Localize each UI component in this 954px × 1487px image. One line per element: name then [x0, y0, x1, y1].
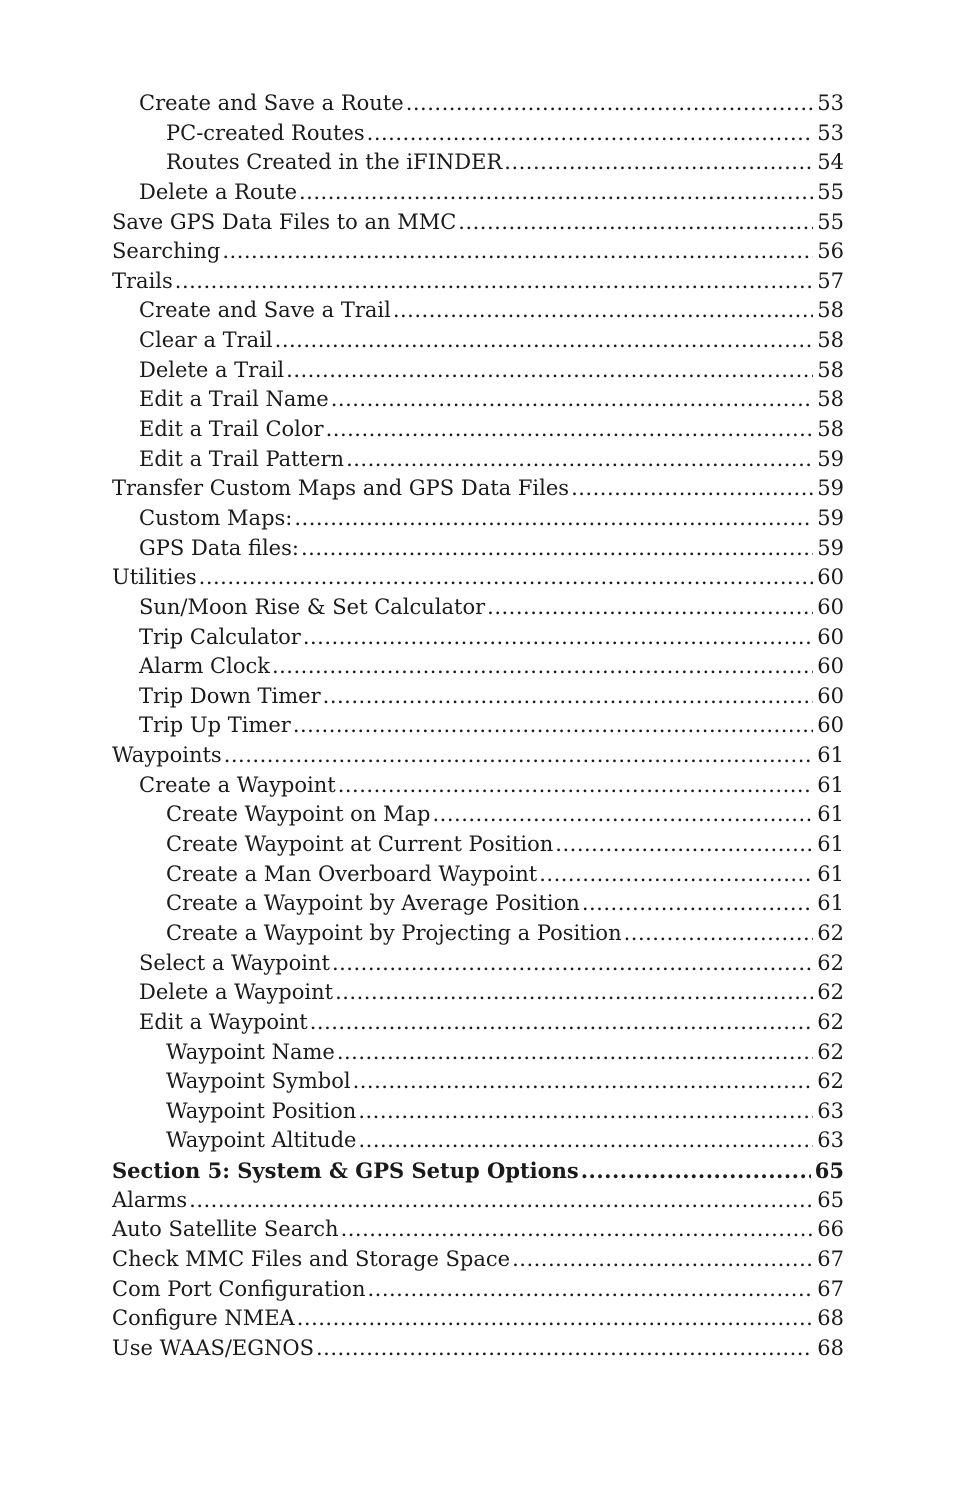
dot-leader: [624, 919, 814, 949]
toc-entry[interactable]: [112, 326, 844, 356]
toc-entry-title: Waypoint Position: [166, 1098, 357, 1123]
dot-leader: [358, 1097, 813, 1127]
toc-entry[interactable]: [112, 296, 844, 326]
dot-leader: [189, 1186, 813, 1216]
toc-entry-title: Custom Maps:: [139, 505, 293, 530]
toc-entry[interactable]: [112, 1245, 844, 1275]
toc-entry-page-number: 67: [817, 1276, 844, 1301]
toc-entry-title: Waypoints: [112, 743, 222, 768]
toc-entry[interactable]: [112, 919, 844, 949]
dot-leader: [358, 1126, 813, 1156]
toc-entry[interactable]: [112, 445, 844, 475]
toc-entry-page-number: 58: [817, 328, 844, 353]
dot-leader: [316, 1334, 813, 1364]
dot-leader: [581, 1156, 811, 1186]
dot-leader: [332, 949, 813, 979]
dot-leader: [346, 445, 813, 475]
table-of-contents: [112, 89, 844, 1364]
toc-entry-page-number: 61: [817, 772, 844, 797]
toc-entry-page-number: 55: [817, 209, 844, 234]
toc-entry-page-number: 61: [817, 743, 844, 768]
dot-leader: [406, 89, 814, 119]
toc-entry-title: Create a Waypoint by Projecting a Position: [166, 920, 622, 945]
toc-entry-title: Delete a Route: [139, 179, 297, 204]
toc-entry-page-number: 55: [817, 179, 844, 204]
dot-leader: [299, 178, 813, 208]
toc-entry-page-number: 54: [817, 150, 844, 175]
toc-entry[interactable]: [112, 1304, 844, 1334]
toc-entry-page-number: 58: [817, 298, 844, 323]
toc-entry-page-number: 60: [817, 624, 844, 649]
dot-leader: [571, 474, 813, 504]
toc-entry-title: Waypoint Name: [166, 1039, 335, 1064]
toc-entry-page-number: 61: [817, 891, 844, 916]
toc-entry[interactable]: [112, 593, 844, 623]
toc-entry-title: Alarm Clock: [139, 654, 270, 679]
dot-leader: [367, 1275, 813, 1305]
toc-entry-page-number: 66: [817, 1217, 844, 1242]
toc-entry[interactable]: [112, 208, 844, 238]
toc-entry-page-number: 63: [817, 1098, 844, 1123]
toc-entry-title: Use WAAS/EGNOS: [112, 1335, 314, 1360]
dot-leader: [555, 830, 813, 860]
toc-entry-page-number: 68: [817, 1335, 844, 1360]
toc-entry-page-number: 58: [817, 417, 844, 442]
toc-entry-title: Create Waypoint on Map: [166, 802, 431, 827]
dot-leader: [433, 800, 814, 830]
dot-leader: [326, 415, 814, 445]
toc-entry[interactable]: [112, 415, 844, 445]
dot-leader: [275, 326, 814, 356]
dot-leader: [222, 237, 813, 267]
toc-entry-title: GPS Data files:: [139, 535, 299, 560]
toc-entry[interactable]: [112, 978, 844, 1008]
toc-entry-page-number: 61: [817, 802, 844, 827]
toc-entry-page-number: 59: [817, 446, 844, 471]
toc-entry-title: Edit a Trail Name: [139, 387, 329, 412]
dot-leader: [487, 593, 813, 623]
dot-leader: [224, 741, 814, 771]
toc-entry-title: Trip Down Timer: [139, 683, 321, 708]
toc-entry[interactable]: [112, 949, 844, 979]
toc-entry-title: Create a Man Overboard Waypoint: [166, 861, 538, 886]
toc-entry-page-number: 62: [817, 1039, 844, 1064]
toc-entry[interactable]: [112, 800, 844, 830]
toc-entry-page-number: 65: [814, 1158, 844, 1184]
toc-entry-title: PC-created Routes: [166, 120, 365, 145]
toc-entry-title: Delete a Trail: [139, 357, 285, 382]
toc-entry[interactable]: [112, 1215, 844, 1245]
toc-entry-title: Com Port Configuration: [112, 1276, 366, 1301]
dot-leader: [199, 563, 814, 593]
dot-leader: [512, 1245, 813, 1275]
toc-entry-page-number: 56: [817, 239, 844, 264]
toc-entry[interactable]: [112, 89, 844, 119]
toc-entry-title: Searching: [112, 239, 221, 264]
toc-entry-title: Create a Waypoint by Average Position: [166, 891, 580, 916]
toc-entry[interactable]: [112, 1126, 844, 1156]
toc-entry-title: Auto Satellite Search: [112, 1217, 339, 1242]
toc-entry[interactable]: [112, 1067, 844, 1097]
toc-entry[interactable]: [112, 356, 844, 386]
toc-entry-title: Trip Up Timer: [139, 713, 291, 738]
toc-entry-page-number: 59: [817, 535, 844, 560]
toc-entry[interactable]: [112, 889, 844, 919]
toc-entry-title: Edit a Trail Pattern: [139, 446, 345, 471]
toc-entry[interactable]: [112, 237, 844, 267]
toc-entry-title: Create and Save a Trail: [139, 298, 391, 323]
toc-entry-title: Waypoint Symbol: [166, 1069, 351, 1094]
toc-entry-page-number: 60: [817, 683, 844, 708]
toc-entry[interactable]: [112, 623, 844, 653]
toc-entry-title: Configure NMEA: [112, 1306, 295, 1331]
toc-entry-title: Utilities: [112, 565, 197, 590]
toc-entry[interactable]: [112, 148, 844, 178]
dot-leader: [175, 267, 813, 297]
toc-entry-title: Transfer Custom Maps and GPS Data Files: [112, 476, 570, 501]
toc-entry-page-number: 57: [817, 268, 844, 293]
dot-leader: [393, 296, 813, 326]
toc-entry-page-number: 60: [817, 594, 844, 619]
toc-entry-page-number: 67: [817, 1246, 844, 1271]
toc-entry[interactable]: [112, 682, 844, 712]
toc-entry[interactable]: [112, 1186, 844, 1216]
toc-entry[interactable]: [112, 1275, 844, 1305]
dot-leader: [331, 385, 814, 415]
toc-entry-title: Section 5: System & GPS Setup Options: [112, 1158, 579, 1184]
toc-entry-page-number: 58: [817, 357, 844, 382]
toc-entry-title: Select a Waypoint: [139, 950, 330, 975]
toc-entry-page-number: 60: [817, 565, 844, 590]
toc-entry-page-number: 68: [817, 1306, 844, 1331]
dot-leader: [294, 504, 813, 534]
dot-leader: [338, 771, 814, 801]
toc-entry-page-number: 62: [817, 1069, 844, 1094]
dot-leader: [539, 860, 813, 890]
toc-entry-title: Waypoint Altitude: [166, 1128, 357, 1153]
toc-entry-title: Check MMC Files and Storage Space: [112, 1246, 511, 1271]
toc-entry-page-number: 62: [817, 1009, 844, 1034]
toc-entry-page-number: 63: [817, 1128, 844, 1153]
toc-entry-title: Edit a Waypoint: [139, 1009, 308, 1034]
toc-entry[interactable]: [112, 178, 844, 208]
toc-entry[interactable]: [112, 741, 844, 771]
dot-leader: [303, 623, 813, 653]
toc-entry[interactable]: [112, 711, 844, 741]
toc-entry[interactable]: [112, 119, 844, 149]
toc-entry-title: Alarms: [112, 1187, 188, 1212]
toc-entry-title: Sun/Moon Rise & Set Calculator: [139, 594, 486, 619]
toc-entry-title: Create Waypoint at Current Position: [166, 832, 554, 857]
toc-entry[interactable]: [112, 652, 844, 682]
toc-entry[interactable]: [112, 1334, 844, 1364]
toc-entry[interactable]: [112, 1008, 844, 1038]
toc-entry-page-number: 59: [817, 476, 844, 501]
toc-entry-page-number: 61: [817, 832, 844, 857]
toc-entry-title: Trip Calculator: [139, 624, 301, 649]
toc-entry[interactable]: [112, 771, 844, 801]
toc-entry-title: Delete a Waypoint: [139, 980, 334, 1005]
dot-leader: [335, 978, 813, 1008]
dot-leader: [323, 682, 814, 712]
dot-leader: [272, 652, 813, 682]
toc-entry-title: Save GPS Data Files to an MMC: [112, 209, 457, 234]
toc-entry-title: Trails: [112, 268, 173, 293]
toc-entry-page-number: 53: [817, 91, 844, 115]
toc-entry-title: Routes Created in the iFINDER: [166, 150, 503, 175]
toc-entry-page-number: 60: [817, 713, 844, 738]
toc-entry-page-number: 60: [817, 654, 844, 679]
toc-section-heading[interactable]: [112, 1156, 844, 1186]
dot-leader: [297, 1304, 814, 1334]
toc-entry[interactable]: [112, 504, 844, 534]
toc-entry[interactable]: [112, 830, 844, 860]
toc-entry-page-number: 61: [817, 861, 844, 886]
toc-entry[interactable]: [112, 860, 844, 890]
toc-entry[interactable]: [112, 1038, 844, 1068]
toc-entry-page-number: 62: [817, 950, 844, 975]
dot-leader: [367, 119, 814, 149]
toc-entry[interactable]: [112, 534, 844, 564]
dot-leader: [286, 356, 813, 386]
dot-leader: [353, 1067, 814, 1097]
toc-entry-page-number: 65: [817, 1187, 844, 1212]
dot-leader: [301, 534, 813, 564]
dot-leader: [458, 208, 813, 238]
toc-entry-page-number: 62: [817, 920, 844, 945]
toc-entry[interactable]: [112, 474, 844, 504]
toc-entry[interactable]: [112, 385, 844, 415]
toc-entry-page-number: 62: [817, 980, 844, 1005]
toc-entry[interactable]: [112, 267, 844, 297]
toc-entry-title: Create a Waypoint: [139, 772, 336, 797]
dot-leader: [293, 711, 813, 741]
toc-entry-title: Clear a Trail: [139, 328, 273, 353]
toc-entry-title: Create and Save a Route: [139, 91, 404, 115]
dot-leader: [310, 1008, 814, 1038]
toc-entry-page-number: 58: [817, 387, 844, 412]
toc-entry-page-number: 53: [817, 120, 844, 145]
toc-entry[interactable]: [112, 1097, 844, 1127]
dot-leader: [337, 1038, 813, 1068]
toc-entry-page-number: 59: [817, 505, 844, 530]
dot-leader: [582, 889, 813, 919]
dot-leader: [341, 1215, 814, 1245]
toc-entry-title: Edit a Trail Color: [139, 417, 324, 442]
dot-leader: [504, 148, 813, 178]
toc-entry[interactable]: [112, 563, 844, 593]
